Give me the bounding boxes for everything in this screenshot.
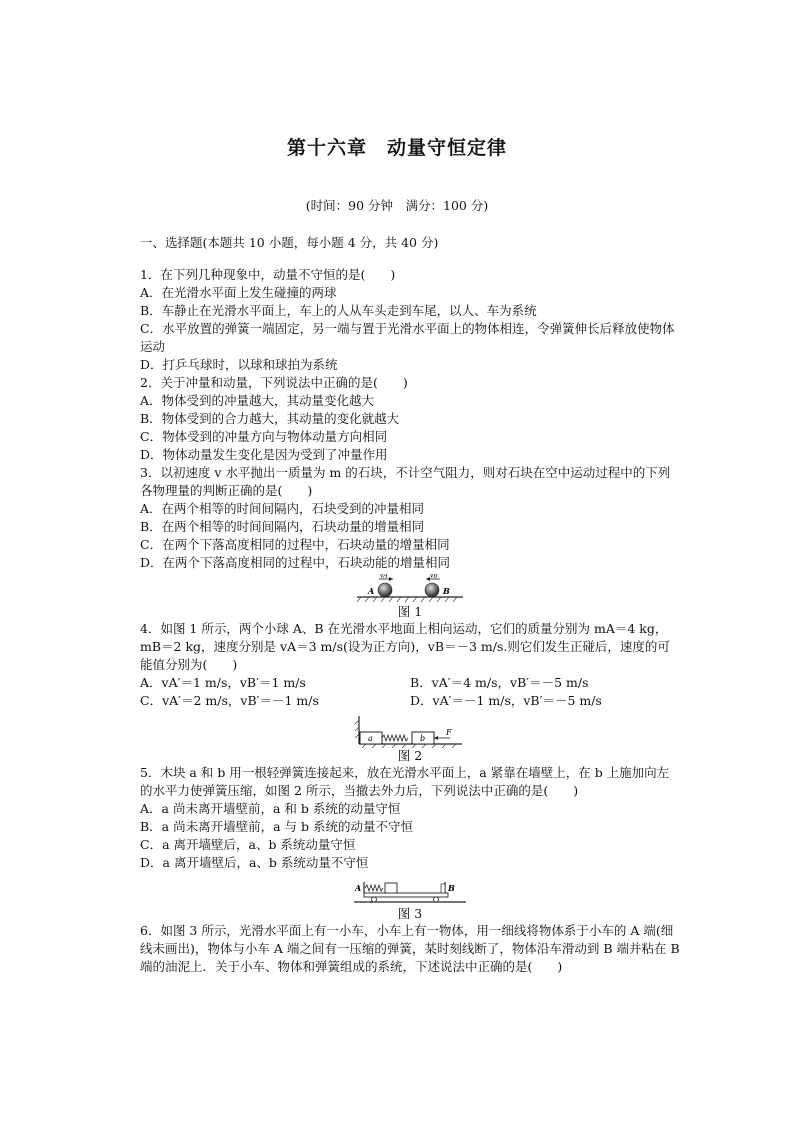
q3-option-d: D．在两个下落高度相同的过程中，石块动能的增量相同 — [140, 555, 451, 570]
q1-option-c: C．水平放置的弹簧一端固定，另一端与置于光滑水平面上的物体相连，令弹簧伸长后释放使物体运动 — [140, 321, 675, 354]
q1-option-b: B．车静止在光滑水平面上，车上的人从车头走到车尾，以人、车为系统 — [140, 303, 537, 318]
q4-option-d: D．vA′＝－1 m/s，vB′＝－5 m/s — [410, 693, 602, 708]
figure-3-drawing — [350, 876, 470, 906]
q5-option-a: A．a 尚未离开墙壁前，a 和 b 系统的动量守恒 — [140, 801, 401, 816]
chapter-title: 第十六章 动量守恒定律 — [286, 137, 507, 159]
q4-options-row-2 — [140, 692, 680, 710]
q2-option-d: D．物体动量发生变化是因为受到了冲量作用 — [140, 447, 388, 462]
figure-3 — [140, 876, 680, 922]
wheel-right — [434, 897, 439, 902]
object-block — [385, 883, 397, 893]
q3-option-b: B．在两个相等的时间间隔内，石块动量的增量相同 — [140, 519, 425, 534]
cart-body — [364, 893, 448, 897]
q4-stem: 4．如图 1 所示，两个小球 A、B 在光滑水平地面上相向运动，它们的质量分别为 mA＝4 kg，mB＝2 kg，速度分别是 vA＝3 m/s(设为正方向)，vB＝－3 m/s.则它们发生正碰后，速度的可能值分别为( ) — [140, 621, 670, 672]
figure-2 — [140, 714, 680, 764]
cart-spring — [365, 885, 383, 891]
q5-option-d: D．a 离开墙壁后，a、b 系统动量不守恒 — [140, 855, 369, 870]
q4-option-c: C．vA′＝2 m/s，vB′＝－1 m/s — [140, 693, 319, 708]
q2-stem: 2．关于冲量和动量，下列说法中正确的是( ) — [140, 375, 408, 390]
fig1-label-b: B — [443, 586, 450, 596]
q3-stem: 3．以初速度 v 水平抛出一质量为 m 的石块，不计空气阻力，则对石块在空中运动过程中的下列各物理量的判断正确的是( ) — [140, 465, 671, 498]
figure-1 — [140, 574, 680, 620]
exam-info: (时间：90 分钟 满分：100 分) — [305, 198, 489, 213]
fig2-label-f: F — [446, 728, 452, 737]
q4-option-a: A．vA′＝1 m/s，vB′＝1 m/s — [140, 675, 306, 690]
ball-a — [378, 583, 392, 597]
q1-option-d: D．打乒乓球时，以球和球拍为系统 — [140, 357, 338, 372]
q4-options-row-1 — [140, 674, 680, 692]
q2-option-a: A．物体受到的冲量越大，其动量变化越大 — [140, 393, 375, 408]
section-heading: 一、选择题(本题共 10 小题，每小题 4 分，共 40 分) — [140, 235, 439, 250]
wheel-left — [372, 897, 377, 902]
q3-option-a: A．在两个相等的时间间隔内，石块受到的冲量相同 — [140, 501, 425, 516]
fig2-label-b: b — [420, 734, 426, 743]
fig3-label-b: B — [448, 883, 455, 893]
figure-1-drawing — [355, 574, 465, 604]
fig3-label-a: A — [355, 883, 362, 893]
q5-option-b: B．a 尚未离开墙壁前，a 与 b 系统的动量不守恒 — [140, 819, 413, 834]
fig1-label-a: A — [368, 586, 375, 596]
q5-stem: 5．木块 a 和 b 用一根轻弹簧连接起来，放在光滑水平面上，a 紧靠在墙壁上，在 b 上施加向左的水平力使弹簧压缩，如图 2 所示，当撤去外力后，下列说法中正确的是( ) — [140, 765, 670, 798]
q1-stem: 1．在下列几种现象中，动量不守恒的是( ) — [140, 267, 396, 282]
q4-option-b: B．vA′＝4 m/s，vB′＝－5 m/s — [410, 675, 589, 690]
fig1-vb-label: vB — [430, 574, 438, 580]
figure-2-caption: 图 2 — [397, 748, 423, 763]
putty — [441, 884, 445, 893]
fig1-va-label: vA — [380, 574, 388, 580]
q3-option-c: C．在两个下落高度相同的过程中，石块动量的增量相同 — [140, 537, 450, 552]
spring — [382, 735, 408, 741]
ball-b — [425, 583, 439, 597]
q2-option-c: C．物体受到的冲量方向与物体动量方向相同 — [140, 429, 388, 444]
q5-option-c: C．a 离开墙壁后，a、b 系统动量守恒 — [140, 837, 356, 852]
q2-option-b: B．物体受到的合力越大，其动量的变化就越大 — [140, 411, 400, 426]
figure-3-caption: 图 3 — [397, 906, 423, 921]
figure-2-drawing — [354, 714, 466, 748]
q1-option-a: A．在光滑水平面上发生碰撞的两球 — [140, 285, 337, 300]
fig2-label-a: a — [368, 734, 373, 743]
question-body — [140, 266, 680, 976]
figure-1-caption: 图 1 — [397, 604, 423, 619]
q6-stem: 6．如图 3 所示，光滑水平面上有一小车，小车上有一物体，用一细线将物体系于小车的 A 端(细线未画出)，物体与小车 A 端之间有一压缩的弹簧，某时刻线断了，物体沿车滑动到 B 端并粘在 B 端的油泥上．关于小车、物体和弹簧组成的系统，下述说法中正确的是( ) — [140, 923, 680, 974]
